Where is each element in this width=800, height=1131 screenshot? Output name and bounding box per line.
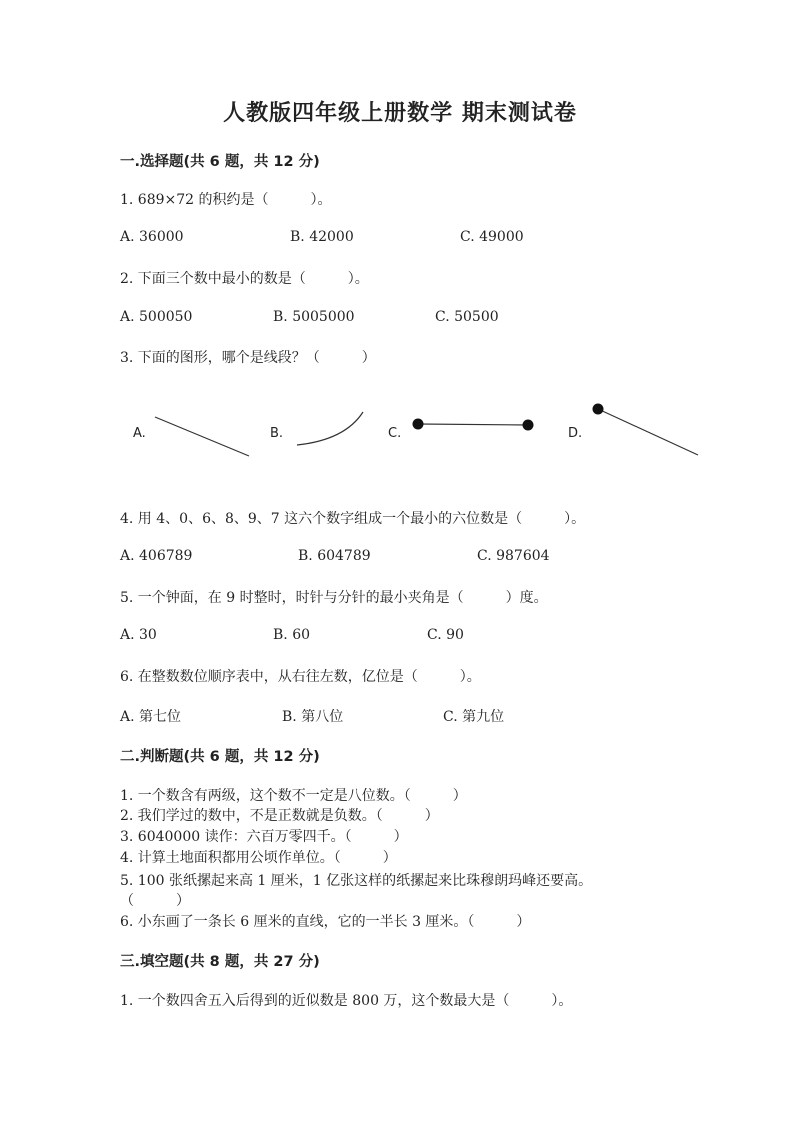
figure-label-d: D. [568,426,583,441]
figure-label-a: A. [133,426,146,441]
section-heading-true-false: 二.判断题(共 6 题，共 12 分) [120,749,320,765]
mc-2-option-b: B. 5005000 [273,309,355,325]
page-title: 人教版四年级上册数学 期末测试卷 [223,100,577,126]
mc-6-option-b: B. 第八位 [282,709,344,725]
tf-question-1: 1. 一个数含有两级，这个数不一定是八位数。（ ） [120,788,467,804]
mc-1-option-a: A. 36000 [120,229,184,245]
mc-2-option-c: C. 50500 [435,309,499,325]
fill-question-1: 1. 一个数四舍五入后得到的近似数是 800 万，这个数最大是（ ）。 [120,993,573,1009]
figure-d-endpoint [593,404,604,415]
tf-question-2: 2. 我们学过的数中，不是正数就是负数。（ ） [120,808,439,824]
section-heading-fill-in: 三.填空题(共 8 题，共 27 分) [120,954,320,970]
tf-question-4: 4. 计算土地面积都用公顷作单位。（ ） [120,850,397,866]
mc-question-3: 3. 下面的图形，哪个是线段？（ ） [120,350,376,366]
mc-5-option-a: A. 30 [120,627,157,643]
figure-c-endpoint-right [523,420,534,431]
section-heading-multiple-choice: 一.选择题(共 6 题，共 12 分) [120,154,320,170]
mc-question-5: 5. 一个钟面，在 9 时整时，时针与分针的最小夹角是（ ）度。 [120,590,548,606]
mc-question-1: 1. 689×72 的积约是（ ）。 [120,192,332,208]
figure-a-line [155,417,249,456]
mc-question-6: 6. 在整数数位顺序表中，从右往左数，亿位是（ ）。 [120,669,481,685]
tf-question-3: 3. 6040000 读作：六百万零四千。（ ） [120,829,408,845]
mc-1-option-b: B. 42000 [290,229,354,245]
figure-label-b: B. [270,426,284,441]
mc-6-option-c: C. 第九位 [443,709,505,725]
tf-question-5: 5. 100 张纸摞起来高 1 厘米，1 亿张这样的纸摞起来比珠穆朗玛峰还要高。 [120,873,593,889]
mc-5-option-c: C. 90 [427,627,464,643]
mc-4-option-b: B. 604789 [298,548,371,564]
figure-d-ray [598,409,698,455]
mc-question-2: 2. 下面三个数中最小的数是（ ）。 [120,271,369,287]
mc-2-option-a: A. 500050 [120,309,193,325]
figure-c-endpoint-left [413,419,424,430]
mc-6-option-a: A. 第七位 [120,709,182,725]
tf-question-5-answer-blank: （ ） [120,893,190,909]
figure-c-segment [418,424,528,425]
line-figures [0,395,800,470]
figure-b-curve [297,412,363,445]
mc-question-4: 4. 用 4、0、6、8、9、7 这六个数字组成一个最小的六位数是（ ）。 [120,511,586,527]
tf-question-6: 6. 小东画了一条长 6 厘米的直线，它的一半长 3 厘米。（ ） [120,914,531,930]
figure-label-c: C. [388,426,402,441]
mc-1-option-c: C. 49000 [460,229,524,245]
mc-4-option-c: C. 987604 [477,548,550,564]
mc-4-option-a: A. 406789 [120,548,193,564]
mc-5-option-b: B. 60 [273,627,311,643]
